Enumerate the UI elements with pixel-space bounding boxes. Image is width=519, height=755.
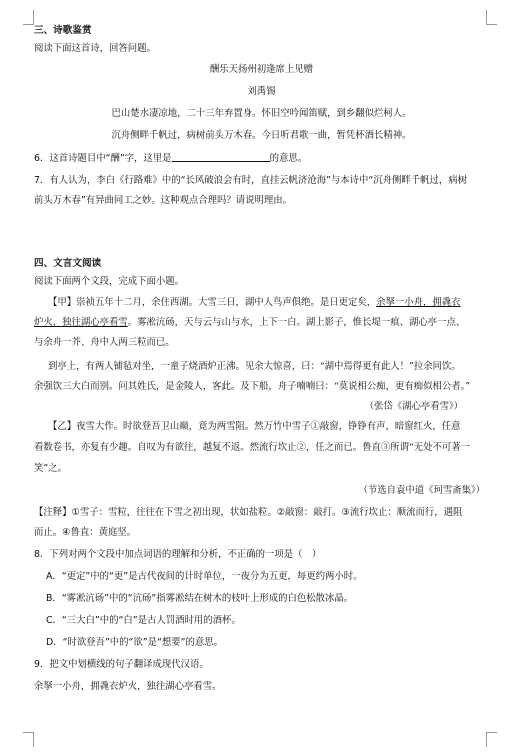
document-page	[34, 24, 489, 693]
passage-jia-line-1	[34, 296, 489, 309]
section3-instruction: 阅读下面这首诗，回答问题。	[34, 43, 156, 54]
passage-jia-text: 。雾凇沆砀，天与云与山与水，上下一白。湖上影子，惟长堤一痕、湖心亭一点、	[127, 317, 466, 328]
question-7-line-1: 7．有人认为，李白《行路难》中的“长风破浪会有时，直挂云帆济沧海”与本诗中“沉舟侧畔千帆过，病树	[34, 175, 468, 186]
passage-jia-text: 【甲】崇祯五年十二月，余住西湖。大雪三日，湖中人鸟声俱绝。是日更定矣，	[48, 297, 377, 308]
poem-title: 酬乐天扬州初逢席上见赠	[209, 64, 314, 75]
passage-yi-line-1: 【乙】夜雪大作。时欲登吾卫山巅，竟为两雪阻。然万竹中雪子①敲窗，铮铮有声，暗窗红火，任意	[48, 421, 461, 432]
crop-mark-bottom-left	[23, 732, 34, 747]
question-6-prefix: 6．这首诗题目中“酬”字，这里是	[34, 153, 172, 164]
note-line-1: 【注释】①雪子：雪粒，往往在下雪之初出现，状如盐粒。②敲窗：敲打。③流行坎止：顺流而行，遇阻	[34, 507, 463, 518]
passage-jia-line-4: 到亭上，有两人铺毡对坐，一童子烧酒炉正沸。见余大惊喜，曰：“湖中焉得更有此人！”拉余同饮。	[48, 361, 461, 372]
question-9-sentence: 余拏一小舟，拥毳衣炉火，独往湖心亭看雪。	[34, 681, 222, 692]
question-7-line-2: 前头万木春”有异曲同工之妙。这种观点合理吗？请说明理由。	[34, 195, 292, 206]
underlined-sentence: 炉火，独往湖心亭看雪	[34, 317, 128, 328]
passage-yi-line-3: 笑”之。	[34, 463, 67, 474]
poem-line-2: 沉舟侧畔千帆过，病树前头万木春。今日听君歌一曲，暂凭杯酒长精神。	[111, 130, 412, 141]
passage-jia-line-3: 与余舟一芥、舟中人两三粒而已。	[34, 337, 175, 348]
poem-author: 刘禹锡	[247, 86, 276, 97]
passage-jia-line-5: 余强饮三大白而别。问其姓氏，是金陵人，客此。及下船，舟子喃喃曰：“莫说相公痴，更有痴似相公者。”	[34, 381, 471, 392]
underlined-sentence: 余拏一小舟，拥毳衣	[376, 297, 461, 308]
question-8: 8．下列对两个文段中加点词语的理解和分析，不正确的一项是（ ）	[34, 549, 322, 560]
crop-mark-bottom-right	[486, 732, 497, 747]
answer-blank[interactable]	[172, 151, 270, 162]
passage-jia-source: （张岱《湖心亭看雪》）	[364, 401, 463, 412]
question-6	[34, 151, 489, 165]
poem-line-1: 巴山楚水凄凉地，二十三年弃置身。怀旧空吟闻笛赋，到乡翻似烂柯人。	[111, 108, 412, 119]
section4-instruction: 阅读下面两个文段，完成下面小题。	[34, 276, 185, 287]
option-b[interactable]: B．“雾凇沆砀”中的“沆砀”指雾凇结在树木的枝叶上形成的白色松散冰晶。	[46, 593, 354, 604]
option-d[interactable]: D．“时欲登吾”中的“欲”是“想要”的意思。	[46, 637, 223, 648]
note-line-2: 而止。④鲁直：黄庭坚。	[34, 527, 137, 538]
passage-yi-source: （节选自袁中道《珂雪斋集》）	[358, 485, 485, 496]
section3-heading: 三、诗歌鉴赏	[34, 25, 92, 36]
option-c[interactable]: C．“三大白”中的“白”是古人罚酒时用的酒杯。	[46, 615, 241, 626]
option-a[interactable]: A．“更定”中的“更”是古代夜间的计时单位，一夜分为五更，每更约两小时。	[46, 571, 363, 582]
passage-yi-line-2: 看数卷书，亦复有少趣。自叹为有欲往，越复不返。然流行坎止②，任之而已。鲁直③所谓“无处不可著一	[34, 442, 471, 453]
crop-mark-top-left	[23, 10, 34, 25]
question-9: 9．把文中划横线的句子翻译成现代汉语。	[34, 659, 209, 670]
crop-mark-top-right	[486, 10, 497, 25]
section4-heading: 四、文言文阅读	[34, 258, 102, 269]
passage-jia-line-2	[34, 316, 489, 329]
question-6-suffix: 的意思。	[269, 153, 308, 164]
